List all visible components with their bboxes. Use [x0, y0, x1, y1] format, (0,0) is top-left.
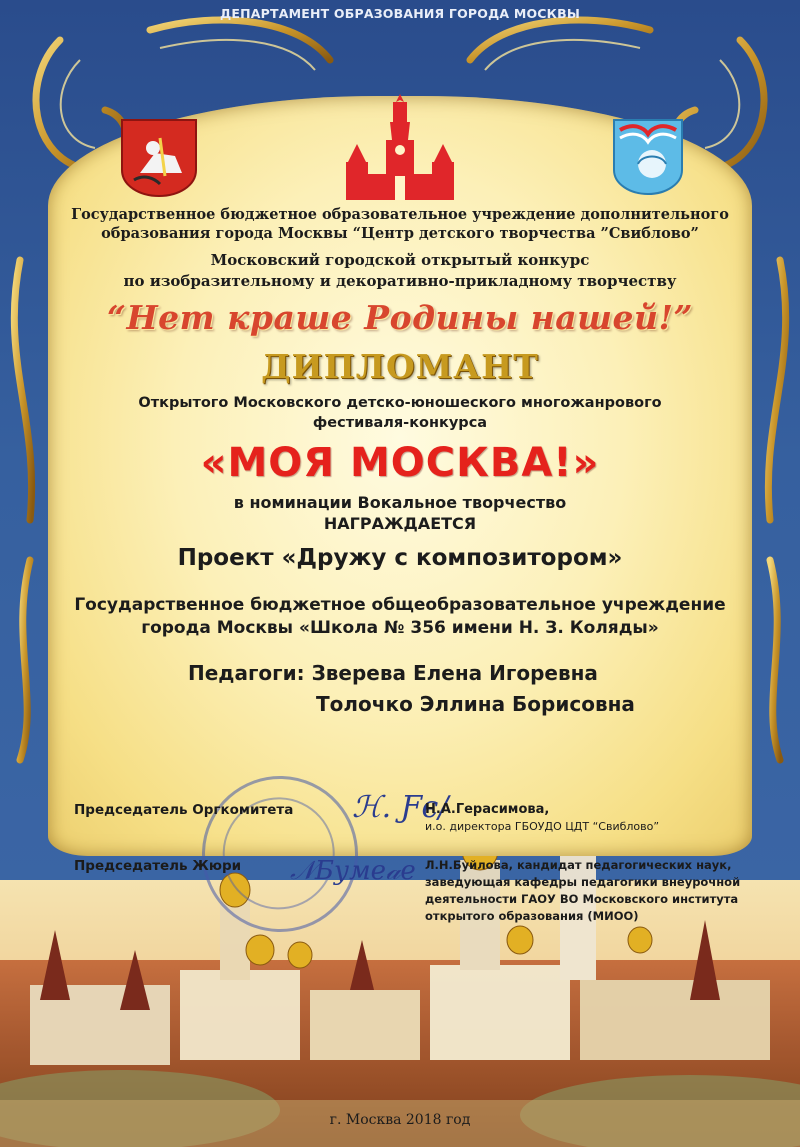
festival-line-2: фестиваля-конкурса [312, 415, 488, 431]
teachers-line-2: Толочко Эллина Борисовна [316, 692, 635, 716]
awarded-label: НАГРАЖДАЕТСЯ [323, 514, 477, 533]
teachers-line-1: Педагоги: Зверева Елена Игоревна [188, 661, 598, 685]
footer-city-year: г. Москва 2018 год [329, 1112, 471, 1128]
award-title: ДИПЛОМАНТ [261, 347, 539, 386]
jury-chair-role: Председатель Жюри [74, 858, 242, 874]
organizer-line-1: Государственное бюджетное образовательное учреждение дополнительного [71, 206, 729, 223]
svibloyo-center-logo-icon [612, 118, 684, 196]
contest-line-1: Московский городской открытый конкурс [210, 251, 590, 269]
school-line-2: города Москвы «Школа № 356 имени Н. З. Коляды» [141, 618, 659, 638]
department-header: ДЕПАРТАМЕНТ ОБРАЗОВАНИЯ ГОРОДА МОСКВЫ [220, 6, 580, 21]
kremlin-towers-icon [338, 92, 462, 204]
jury-chair-name-2: заведующая кафедры педагогики внеурочной [425, 875, 741, 889]
project-name: Проект «Дружу с композитором» [177, 545, 623, 571]
jury-signature: 𝒩Бум𝑒𝒶𝑒 [290, 856, 416, 886]
contest-line-2: по изобразительному и декоративно-прикладному творчеству [123, 272, 677, 290]
jury-chair-name-4: открытого образования (МИОО) [425, 909, 639, 923]
contest-slogan: “Нет краше Родины нашей!” [107, 298, 693, 337]
nomination: в номинации Вокальное творчество [233, 493, 567, 512]
org-chair-title: и.о. директора ГБОУДО ЦДТ “Свиблово” [425, 820, 660, 833]
festival-name: «МОЯ МОСКВА!» [200, 440, 600, 486]
moscow-coat-of-arms-icon [120, 118, 198, 198]
jury-chair-name-1: Л.Н.Буйлова, кандидат педагогических наук, [425, 858, 732, 872]
jury-chair-name-3: деятельности ГАОУ ВО Московского института [425, 892, 739, 906]
festival-line-1: Открытого Московского детско-юношеского многожанрового [138, 395, 662, 411]
org-chair-role: Председатель Оргкомитета [74, 802, 294, 818]
org-chair-name: Н.А.Герасимова, [425, 802, 550, 817]
org-signature: ℋ. Ƒє/ [352, 790, 449, 825]
organizer-line-2: образования города Москвы “Центр детского творчества ”Свиблово” [101, 225, 699, 242]
school-line-1: Государственное бюджетное общеобразовательное учреждение [74, 595, 726, 615]
